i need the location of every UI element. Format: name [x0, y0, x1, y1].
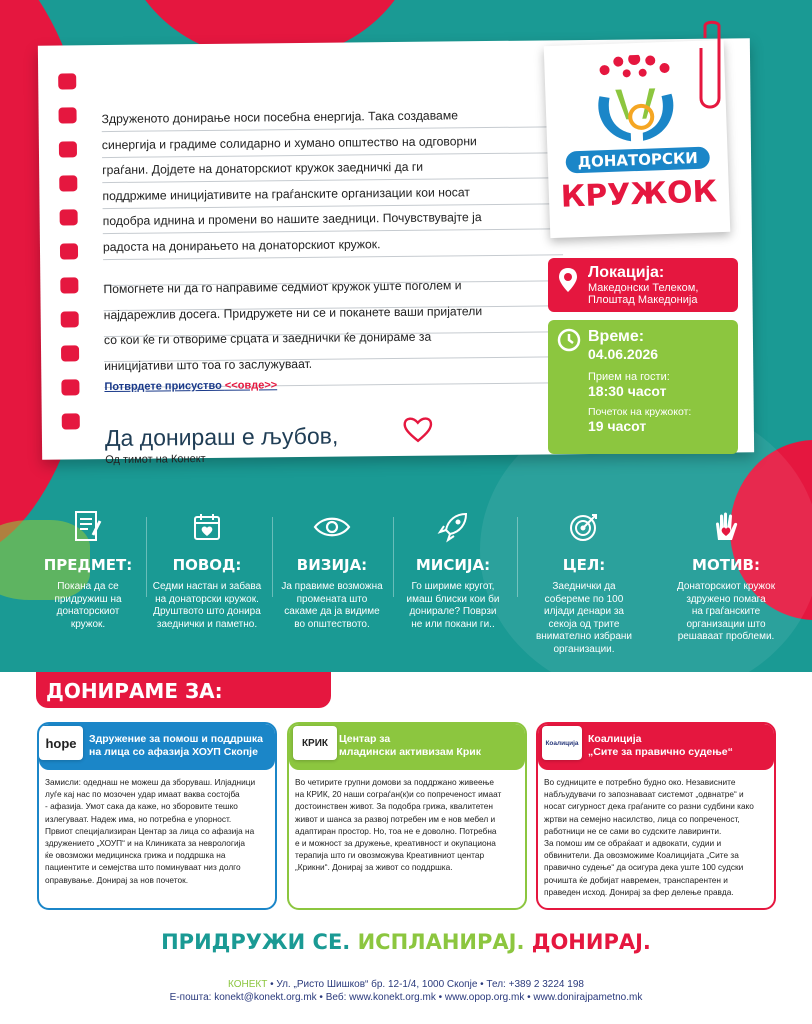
org-card-header	[289, 724, 525, 770]
text-line: Заеднички да	[552, 581, 616, 592]
text-line: подобра иднина и промени во нашите заедници. Почувствувајте ја	[102, 210, 482, 229]
text-line: Помогнете ни да го направиме седмиот кружок уште поголем и	[103, 278, 462, 297]
text-line: адаптиран простор. Но, тоа не е доволно. Потребна	[295, 825, 497, 836]
reception-label: Прием на гости:	[588, 371, 670, 383]
org-title-line: младински активизам Крик	[339, 746, 481, 758]
column-text	[268, 581, 396, 631]
org-title-line: на лица со афазија ХОУП Скопје	[89, 746, 258, 758]
org-card-coalition	[536, 722, 776, 910]
paper-hole	[58, 73, 76, 89]
text-line: Замисли: одеднаш не можеш да зборуваш. Илјадници	[45, 777, 256, 787]
clock-icon	[557, 328, 581, 352]
text-line: со кои ќе ги отвориме срцата и заеднички ќе донираме за	[103, 329, 432, 348]
text-line: терапија што ги овозможува Креативниот центар	[295, 850, 485, 861]
location-box	[548, 258, 738, 312]
text-line: организации што	[686, 618, 766, 630]
document-icon	[73, 509, 103, 545]
paperclip-icon	[695, 18, 735, 118]
text-line: на донаторски кружок.	[155, 593, 259, 605]
text-line: ќе овозможи медицинска грижа и поддршка на	[45, 850, 226, 861]
footer-brand: КОНЕКТ	[228, 979, 268, 990]
text-line: Првиот специјализиран Центар за лица со афазија на	[45, 825, 255, 836]
paper-hole	[61, 379, 79, 395]
text-line: Донаторскиот кружок	[676, 581, 776, 592]
text-line: Во судниците е потребно будно око. Независните	[544, 777, 736, 787]
column-title: МОТИВ:	[692, 556, 760, 574]
text-line: граѓани. Дојдете на донаторскиот кружок заедничкi да ги	[102, 159, 424, 178]
column-title: ПОВОД:	[172, 556, 242, 574]
rsvp-link[interactable]: <<овде>>	[224, 379, 278, 392]
org-card-body	[39, 770, 275, 886]
text-line: во општеството.	[294, 618, 370, 630]
org-card-header	[538, 724, 774, 770]
calendar-heart-icon	[192, 512, 222, 542]
text-line: излегуваат. Надеж има, но потребна е упорност.	[45, 813, 232, 824]
text-line: организации.	[553, 643, 615, 655]
org-card-header	[39, 724, 275, 770]
text-line: здружението „ХОУП“ и на Клиниката за неврологија	[45, 838, 246, 849]
logo-text: Коалиција	[545, 739, 579, 747]
text-line: пациентите и семејства што поминуваат низ долго	[45, 862, 241, 873]
paper-hole	[61, 345, 79, 361]
column-divider	[517, 517, 518, 597]
text-line: придружиш на	[54, 593, 122, 605]
text-line: носат сигурност дека граѓаните со разни судбини како	[544, 801, 754, 812]
column-text	[520, 581, 648, 656]
text-line: најдарежлив досега. Придружете ни се и поканете ваши пријатели	[103, 303, 483, 322]
text-line: имаш блиски кои би	[406, 593, 500, 605]
location-line-2: Плоштад Македонија	[588, 294, 698, 306]
logo-text: КРИК	[301, 737, 329, 749]
text-line: живот и шанса за развој потребен им е нов мебел и	[295, 813, 496, 824]
footer	[0, 978, 812, 1004]
paper-hole	[59, 107, 77, 123]
coalition-logo-icon	[542, 726, 582, 760]
donate-heading: ДОНИРАМЕ ЗА:	[36, 672, 331, 708]
text-line: решаваат проблеми.	[677, 631, 775, 642]
footer-line-2: Е-пошта: konekt@konekt.org.mk • Веб: www.konekt.org.mk • www.opop.org.mk • www.donirajpametno.mk	[169, 992, 643, 1003]
reception-time: 18:30 часот	[588, 383, 667, 399]
org-title-line: Центар за	[339, 733, 391, 745]
text-line: на КРИК, 20 наши сограѓан(к)и со попреченост имаат	[295, 789, 502, 800]
text-line: „Крикни“. Донирај за живот со поддршка.	[295, 862, 453, 873]
time-title: Време:	[588, 328, 645, 345]
text-line: жртви на семејно насилство, лица со попреченост,	[544, 813, 740, 824]
hope-logo-icon	[39, 726, 83, 760]
heart-icon	[402, 414, 434, 444]
text-line: набљудувачи го запознаваат системот „одвнатре“ и	[544, 789, 744, 800]
event-date: 04.06.2026	[588, 346, 659, 362]
text-line: иницијативи што тоа го заслужуваат.	[104, 356, 313, 373]
org-card-body	[289, 770, 525, 874]
column-title: ЦЕЛ:	[562, 556, 606, 574]
location-title: Локација:	[588, 264, 665, 281]
column-title: ПРЕДМЕТ:	[43, 556, 133, 574]
org-title-line: Коалиција	[588, 733, 642, 745]
info-column-vision	[268, 508, 396, 631]
text-line: - афазија. Умот сака да каже, но зборовите тешко	[45, 801, 238, 812]
info-column-motive	[662, 508, 790, 644]
start-label: Почеток на кружокот:	[588, 406, 692, 418]
info-column-goal	[520, 508, 648, 656]
paper-hole	[59, 175, 77, 191]
column-title: МИСИЈА:	[415, 556, 491, 574]
column-text	[389, 581, 517, 631]
signature: Да донираш е љубов,	[104, 422, 339, 452]
start-time: 19 часот	[588, 418, 647, 434]
location-line-1: Македонски Телеком,	[588, 282, 699, 294]
text-line: заеднички и паметно.	[156, 618, 258, 630]
slogan-part-2: ИСПЛАНИРАЈ.	[357, 930, 525, 954]
slogan-part-1: ПРИДРУЖИ СЕ.	[161, 930, 351, 954]
paper-hole	[60, 277, 78, 293]
signature-from: Од тимот на Конект	[105, 453, 206, 467]
text-line: Покана да се	[57, 581, 119, 592]
column-text	[143, 581, 271, 631]
text-line: внимателно избрани	[535, 631, 633, 642]
text-line: Во четирите групни домови за поддржано живеење	[295, 777, 494, 787]
paper-hole	[59, 141, 77, 157]
org-card-body	[538, 770, 774, 898]
text-line: е и можност за дружење, креативност и окупациона	[295, 838, 496, 849]
text-line: Седми настан и забава	[152, 581, 262, 592]
text-line: оправување. Донирај за нов почеток.	[45, 874, 188, 885]
text-line: достоинствен живот. За подобра грижа, квалитетен	[295, 801, 493, 812]
org-card-krik	[287, 722, 527, 910]
text-line: За помош им се обраќаат и адвокати, судии и	[544, 838, 722, 849]
text-line: радоста на донирањето на донаторскиот кружок.	[102, 236, 381, 254]
footer-address: • Ул. „Ристо Шишков“ бр. 12-1/4, 1000 Скопје • Тел: +389 2 3224 198	[267, 979, 584, 990]
org-card-hope	[37, 722, 277, 910]
rsvp-text: Потврдете присуство	[104, 379, 225, 394]
text-line: донирале? Поврзи	[409, 606, 497, 617]
intro-paragraph-1	[101, 102, 563, 260]
rsvp-line[interactable]	[104, 379, 277, 393]
intro-paragraph-2	[103, 272, 564, 379]
text-line: поддржиме иницијативите на граѓанските организации кои носат	[102, 184, 470, 203]
text-line: донаторскиот	[56, 606, 120, 617]
logo-line-1: ДОНАТОРСКИ	[565, 146, 710, 173]
text-line: синергија и градиме солидарно и хумано општество на одговорни	[101, 133, 477, 152]
text-line: луѓе кај нас по мозочен удар имаат ваква состојба	[45, 789, 240, 800]
slogan	[0, 930, 812, 954]
text-line: илјади денари за	[544, 606, 624, 617]
target-icon	[568, 511, 600, 543]
text-line: обвинители. Да овозможиме Коалицијата „Сите за	[544, 850, 739, 861]
time-box	[548, 320, 738, 454]
text-line: секоја од трите	[548, 618, 620, 630]
column-text	[24, 581, 152, 631]
paper-hole	[60, 243, 78, 259]
info-column-subject	[24, 508, 152, 631]
text-line: Ја правиме возможна	[281, 581, 383, 592]
org-title-line: Здружение за помош и поддршка	[89, 733, 263, 745]
footer-line-1	[0, 978, 812, 991]
column-text	[662, 581, 790, 644]
slogan-part-3: ДОНИРАЈ.	[531, 930, 651, 954]
krik-logo-icon	[293, 726, 337, 760]
text-line: промената што	[296, 593, 368, 605]
text-line: собереме по 100	[544, 593, 624, 605]
text-line: Друштвото што донира	[153, 606, 261, 617]
logo-text: hope	[45, 735, 77, 751]
text-line: праведен исход. Донирај за фер делење правда.	[544, 886, 734, 897]
rocket-icon	[436, 510, 470, 544]
text-line: Го шириме кругот,	[411, 581, 495, 592]
location-pin-icon	[558, 267, 578, 293]
logo-line-1-wrap	[547, 148, 728, 172]
text-line: здружено помага	[686, 593, 766, 605]
eye-icon	[313, 514, 351, 540]
text-line: на граѓанските	[691, 606, 761, 617]
text-line: сакаме да ја видиме	[284, 606, 380, 617]
text-line: кружок.	[70, 618, 106, 630]
text-line: не или покани ги..	[411, 618, 495, 630]
text-line: работници не се сами во судските лавиринти.	[544, 825, 722, 836]
text-line: рочишта ќе добијат навремен, транспарентен и	[544, 874, 728, 885]
paper-hole	[60, 209, 78, 225]
org-title-line: „Сите за правично судење“	[588, 746, 733, 758]
donor-circle-logo-icon	[584, 53, 687, 148]
logo-line-2: КРУЖОК	[560, 174, 718, 215]
info-column-occasion	[143, 508, 271, 631]
text-line: Здруженото донирање носи посебна енергија. Така создаваме	[101, 108, 459, 127]
column-title: ВИЗИЈА:	[296, 556, 368, 574]
text-line: правично судење“ да осигура дека уште 100 судски	[544, 862, 744, 873]
hand-heart-icon	[710, 510, 742, 544]
paper-hole	[61, 311, 79, 327]
paper-hole	[62, 413, 80, 429]
info-column-mission	[389, 508, 517, 631]
